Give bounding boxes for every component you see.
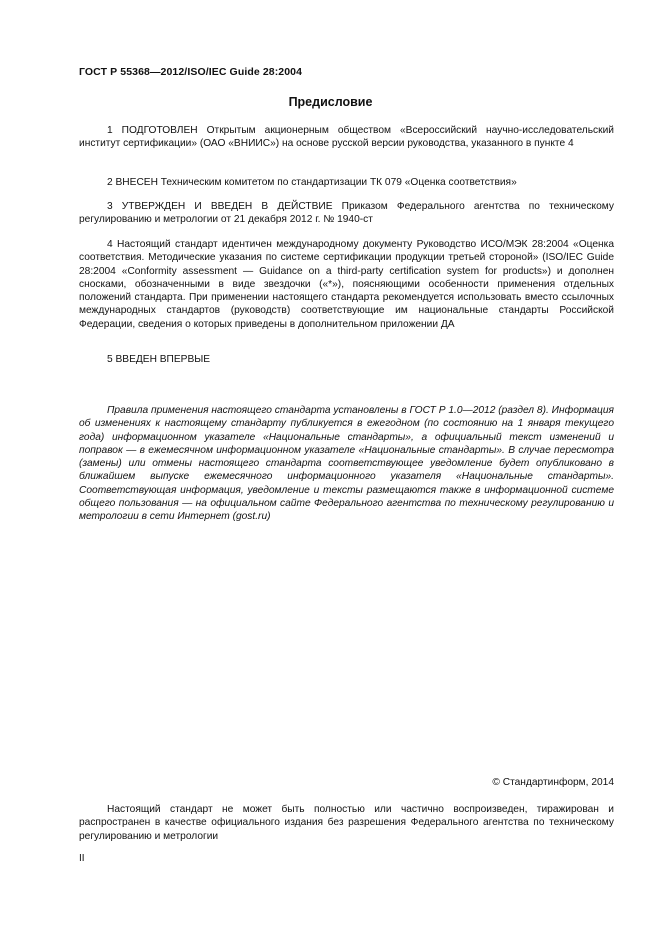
standard-header: ГОСТ Р 55368—2012/ISO/IEC Guide 28:2004	[79, 66, 303, 78]
paragraph-approved: 3 УТВЕРЖДЕН И ВВЕДЕН В ДЕЙСТВИЕ Приказом Федерального агентства по техническому регулированию и метрологии от 21 декабря 2012 г. № 1940-ст	[79, 201, 614, 226]
page-number: II	[79, 853, 85, 864]
paragraph-first-introduced: 5 ВВЕДЕН ВПЕРВЫЕ	[107, 354, 211, 365]
application-rules-note: Правила применения настоящего стандарта установлены в ГОСТ Р 1.0—2012 (раздел 8). Информация об изменениях к настоящему стандарту публикуется в ежегодном (по состоянию на 1 января текущего года) информационном указателе «Национальные стандарты», а официальный текст изменений и поправок — в ежемесячном информационном указателе «Национальные стандарты». В случае пересмотра (замены) или отмены настоящего стандарта соответствующее уведомление будет опубликовано в ближайшем выпуске ежемесячного информационного указателя «Национальные стандарты». Соответствующая информация, уведомление и тексты размещаются также в информационной системе общего пользования — на официальном сайте Федерального агентства по техническому регулированию и метрологии в сети Интернет (gost.ru)	[79, 405, 614, 523]
paragraph-identical-standard: 4 Настоящий стандарт идентичен международному документу Руководство ИСО/МЭК 28:2004 «Оценка соответствия. Методические указания по системе сертификации продукции третьей стороной» (ISO/IEC Guide 28:2004 «Conformity assessment — Guidance on a third-party certification system for products») и дополнен сносками, обозначенными в виде звездочки («*»), поясняющими особенности применения отдельных положений стандарта. При применении настоящего стандарта рекомендуется использовать вместо ссылочных международных стандартов (руководств) соответствующие им национальные стандарты Российской Федерации, сведения о которых приведены в дополнительном приложении ДА	[79, 239, 614, 330]
copyright-line: © Стандартинформ, 2014	[492, 777, 614, 788]
paragraph-introduced-by: 2 ВНЕСЕН Техническим комитетом по стандартизации ТК 079 «Оценка соответствия»	[107, 177, 517, 188]
paragraph-prepared-by: 1 ПОДГОТОВЛЕН Открытым акционерным обществом «Всероссийский научно-исследовательский институт сертификации» (ОАО «ВНИИС») на основе русской версии руководства, указанного в пункте 4	[79, 125, 614, 150]
page-title: Предисловие	[288, 95, 373, 109]
reproduction-rights-notice: Настоящий стандарт не может быть полностью или частично воспроизведен, тиражирован и распространен в качестве официального издания без разрешения Федерального агентства по техническому регулированию и метрологии	[79, 804, 614, 842]
